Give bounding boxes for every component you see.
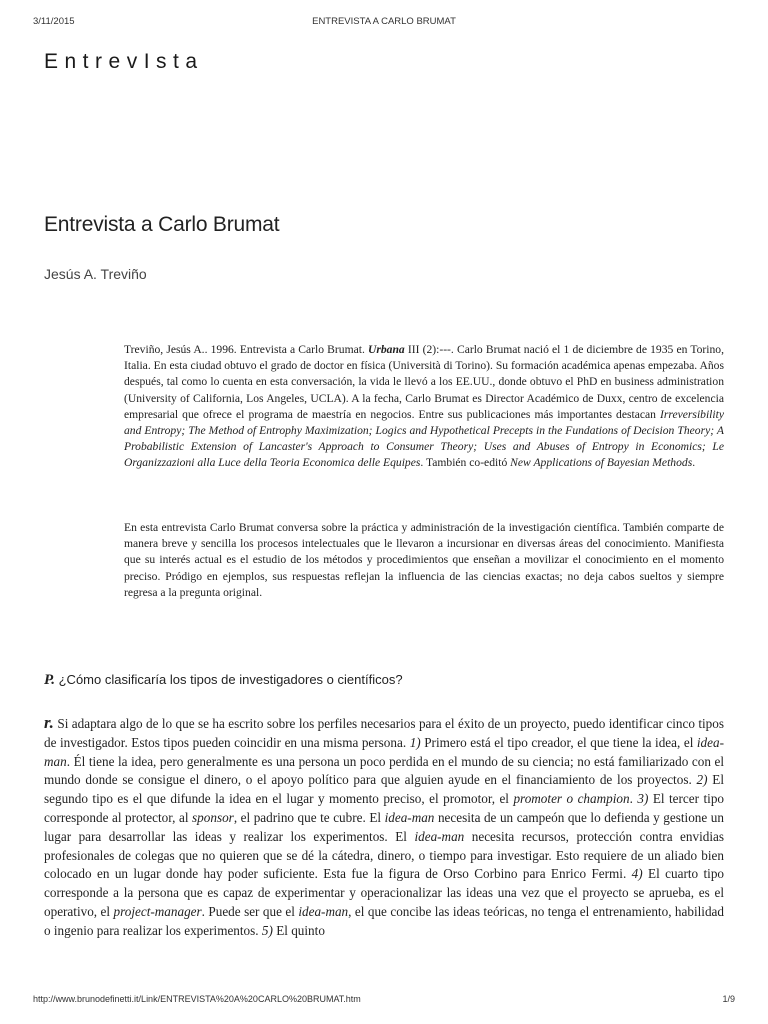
answer-text: El quinto	[272, 922, 325, 938]
question-text: ¿Cómo clasificaría los tipos de investigadores o científicos?	[58, 672, 403, 687]
list-number: 4)	[631, 866, 643, 882]
answer-text: Primero está el tipo creador, el que tiene la idea, el	[420, 734, 697, 750]
article-title: Entrevista a Carlo Brumat	[44, 213, 280, 236]
abstract-paragraph-1	[124, 342, 724, 472]
term: idea-man	[44, 734, 724, 769]
publication-list: Irreversibility and Entropy; The Method of Entrophy Maximization; Logics and Hypothetical Precepts in the Fundations of Decision Theory; A Probabilistic Extension of Lancaster's Approach to Consumer Theory; Uses and Abuses of Entropy in Economics; Le Organizzazioni alla Luce della Teoria Economica delle Equipes	[124, 407, 724, 470]
bio-text: III (2):---. Carlo Brumat nació el 1 de diciembre de 1935 en Torino, Italia. En esta ciudad obtuvo el grado de doctor en física (Università di Torino). Su formación académica apenas empezaba. Años después, tal como lo cuenta en esta conversación, la vida le llevó a los EE.UU., donde obtuvo el PhD en business administration (University of California, Los Angeles, UCLA). A la fecha, Carlo Brumat es Director Académico de Duxx, centro de excelencia empresarial que ofrece el programa de maestría en negocios. Entre sus publicaciones más importantes destacan	[124, 343, 724, 421]
term: idea-man	[414, 828, 465, 844]
list-number: 3)	[637, 791, 649, 807]
answer-text: El segundo tipo es el que difunde la idea en el lugar y momento preciso, el promotor, el	[44, 772, 724, 807]
site-name: EntrevIsta	[44, 50, 204, 73]
list-number: 1)	[409, 734, 421, 750]
answer-marker: r.	[44, 713, 54, 732]
term: idea-man	[298, 903, 349, 919]
page-url: http://www.brunodefinetti.it/Link/ENTREVISTA%20A%20CARLO%20BRUMAT.htm	[33, 994, 361, 1004]
interview-question	[44, 672, 403, 689]
interview-answer	[44, 714, 724, 941]
bio-text-cont: . También co-editó	[420, 456, 511, 470]
question-marker: P.	[44, 672, 55, 688]
term: promoter o champion	[513, 791, 630, 807]
answer-text: , el que concibe las ideas teóricas, no tenga el entrenamiento, habilidad o ingenio para realizar los experimentos.	[44, 903, 725, 938]
citation-text: Treviño, Jesús A.. 1996. Entrevista a Carlo Brumat.	[124, 343, 368, 356]
coedited-work: New Applications of Bayesian Methods	[510, 456, 693, 470]
bio-text-end: .	[692, 456, 696, 470]
print-page-title: ENTREVISTA A CARLO BRUMAT	[312, 16, 456, 27]
print-footer	[33, 994, 735, 1008]
term: idea-man	[384, 809, 435, 825]
answer-text: Si adaptara algo de lo que se ha escrito sobre los perfiles necesarios para el éxito de un proyecto, puedo identificar cinco tipos de investigador. Estos tipos pueden coincidir en una misma persona.	[44, 716, 724, 750]
answer-text: .	[629, 791, 638, 807]
answer-text: El cuarto tipo corresponde a la persona que es capaz de experimentar y operacionalizar las ideas una vez que el proyecto se aprueba, es el operativo, el	[44, 866, 725, 919]
article-author: Jesús A. Treviño	[44, 266, 147, 282]
answer-text: necesita de un campeón que lo defienda y gestione un lugar para desarrollar las ideas y realizar los experimentos. El	[44, 809, 724, 844]
term: project-manager	[113, 903, 202, 919]
print-header	[33, 16, 735, 30]
list-number: 2)	[696, 772, 708, 788]
list-number: 5)	[261, 922, 273, 938]
abstract-paragraph-2: En esta entrevista Carlo Brumat conversa sobre la práctica y administración de la investigación científica. También comparte de manera breve y sencilla los procesos intelectuales que le llevaron a incursionar en diversas áreas del conocimiento. Manifiesta que su interés actual es el estudio de los métodos y procedimientos que enseñan a movilizar el conocimiento en el momento preciso. Pródigo en ejemplos, sus respuestas reflejan la influencia de las ciencias exactas; no deja cabos sueltos y siempre regresa a la pregunta original.	[124, 521, 724, 599]
print-date: 3/11/2015	[33, 16, 75, 27]
journal-name: Urbana	[368, 343, 405, 356]
page-count: 1/9	[722, 994, 735, 1004]
answer-text: . Puede ser que el	[201, 903, 299, 919]
answer-text: , el padrino que te cubre. El	[233, 809, 385, 825]
answer-text: necesita recursos, protección contra envidias profesionales de colegas que no quieren que se dé la cátedra, dinero, o tiempo para investigar. Esto requiere de un aliado bien colocado en un lugar donde hay poder suficiente. Esta fue la figura de Orso Corbino para Enrico Fermi.	[44, 828, 725, 882]
answer-text: El tercer tipo corresponde al protector, al	[44, 791, 725, 825]
term: sponsor	[192, 809, 234, 825]
answer-text: . Él tiene la idea, pero generalmente es una persona un poco perdida en el mundo de su ciencia; no está familiarizado con el mundo donde se consigue el dinero, o el apoyo político para que alguien ayude en el financiamiento de los proyectos.	[44, 753, 724, 788]
